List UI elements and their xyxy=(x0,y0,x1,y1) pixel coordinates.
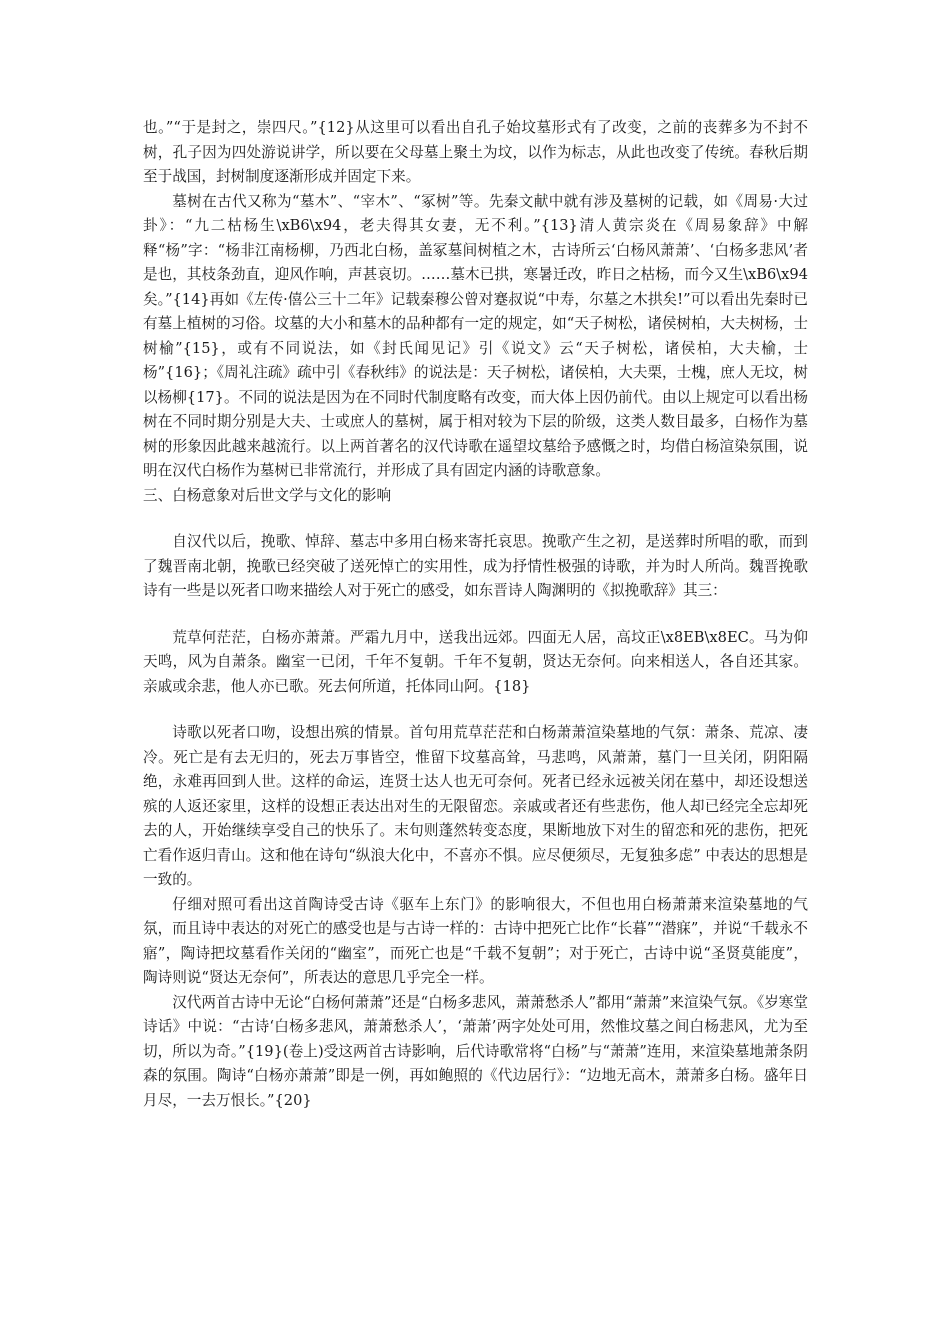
document-body xyxy=(143,116,808,1113)
paragraph-continuation: 也。”“于是封之，崇四尺。”{12}从这里可以看出自孔子始坟墓形式有了改变，之前的丧葬多为不封不树，孔子因为四处游说讲学，所以要在父母墓上聚土为坟，以作为标志，从此也改变了传统。春秋后期至于战国，封树制度逐渐形成并固定下来。 xyxy=(143,119,808,185)
paragraph-elegies: 自汉代以后，挽歌、悼辞、墓志中多用白杨来寄托哀思。挽歌产生之初，是送葬时所唱的歌，而到了魏晋南北朝，挽歌已经突破了送死悼亡的实用性，成为抒情性极强的诗歌，并为时人所尚。魏晋挽歌诗有一些是以死者口吻来描绘人对于死亡的感受，如东晋诗人陶渊明的《拟挽歌辞》其三： xyxy=(143,533,808,599)
paragraph-tomb-trees: 墓树在古代又称为“墓木”、“宰木”、“冢树”等。先秦文献中就有涉及墓树的记载，如《周易·大过卦》：“九二枯杨生\xB6\x94，老夫得其女妻，无不利。”{13}清人黄宗炎在《周易象辞》中解释“杨”字：“杨非江南杨柳，乃西北白杨，盖冢墓间树植之木，古诗所云‘白杨风萧萧’、‘白杨多悲风’者是也，其枝条劲直，迎风作响，声甚哀切。……墓木已拱，寒暑迁改，昨日之枯杨，而今又生\xB6\x94矣。”{14}再如《左传·僖公三十二年》记载秦穆公曾对蹇叔说“中寿，尔墓之木拱矣!”可以看出先秦时已有墓上植树的习俗。坟墓的大小和墓木的品种都有一定的规定，如“天子树松，诸侯树柏，大夫树杨，士树榆”{15}，或有不同说法，如《封氏闻见记》引《说文》云“天子树松，诸侯柏，大夫榆，士杨”{16}；《周礼注疏》疏中引《春秋纬》的说法是：天子树松，诸侯柏，大夫栗，士槐，庶人无坟，树以杨柳{17}。不同的说法是因为在不同时代制度略有改变，而大体上因仍前代。由以上规定可以看出杨树在不同时期分别是大夫、士或庶人的墓树，属于相对较为下层的阶级，这类人数目最多，白杨作为墓树的形象因此越来越流行。以上两首著名的汉代诗歌在遥望坟墓给予感慨之时，均借白杨渲染氛围，说明在汉代白杨作为墓树已非常流行，并形成了具有固定内涵的诗歌意象。 xyxy=(143,192,808,479)
paragraph-comparison: 仔细对照可看出这首陶诗受古诗《驱车上东门》的影响很大，不但也用白杨萧萧来渲染墓地的气氛，而且诗中表达的对死亡的感受也是与古诗一样的：古诗中把死亡比作“长暮”“潜寐”，并说“千载永不寤”，陶诗把坟墓看作关闭的“幽室”，而死亡也是“千载不复朝”；对于死亡，古诗中说“圣贤莫能度”，陶诗则说“贤达无奈何”，所表达的意思几乎完全一样。 xyxy=(143,895,808,986)
poem-quote: 荒草何茫茫，白杨亦萧萧。严霜九月中，送我出远郊。四面无人居，高坟正\x8EB\x8EC。马为仰天鸣，风为自萧条。幽室一已闭，千年不复朝。千年不复朝，贤达无奈何。向来相送人，各自还其家。亲戚或余悲，他人亦已歌。死去何所道，托体同山阿。{18} xyxy=(143,628,808,695)
paragraph-poem-analysis: 诗歌以死者口吻，设想出殡的情景。首句用荒草茫茫和白杨萧萧渲染墓地的气氛：萧条、荒凉、凄冷。死亡是有去无归的，死去万事皆空，惟留下坟墓高耸，马悲鸣，风萧萧，墓门一旦关闭，阴阳隔绝，永难再回到人世。这样的命运，连贤士达人也无可奈何。死者已经永远被关闭在墓中，却还设想送殡的人返还家里，这样的设想正表达出对生的无限留恋。亲戚或者还有些悲伤，他人却已经完全忘却死去的人，开始继续享受自己的快乐了。末句则蓬然转变态度，果断地放下对生的留恋和死的悲伤，把死亡看作返归青山。这和他在诗句“纵浪大化中，不喜亦不惧。应尽便须尽，无复独多虑” 中表达的思想是一致的。 xyxy=(143,724,808,888)
section-heading: 三、白杨意象对后世文学与文化的影响 xyxy=(143,486,392,504)
paragraph-xiaoxiao: 汉代两首古诗中无论“白杨何萧萧”还是“白杨多悲风，萧萧愁杀人”都用“萧萧”来渲染气氛。《岁寒堂诗话》中说：“古诗‘白杨多悲风，萧萧愁杀人’，‘萧萧’两字处处可用，然惟坟墓之间白杨悲风，尤为至切，所以为奇。”{19}(卷上)受这两首古诗影响，后代诗歌常将“白杨”与“萧萧”连用，来渲染墓地萧条阴森的氛围。陶诗“白杨亦萧萧”即是一例，再如鲍照的《代边居行》：“边地无高木，萧萧多白杨。盛年日月尽，一去万恨长。”{20} xyxy=(143,993,808,1109)
